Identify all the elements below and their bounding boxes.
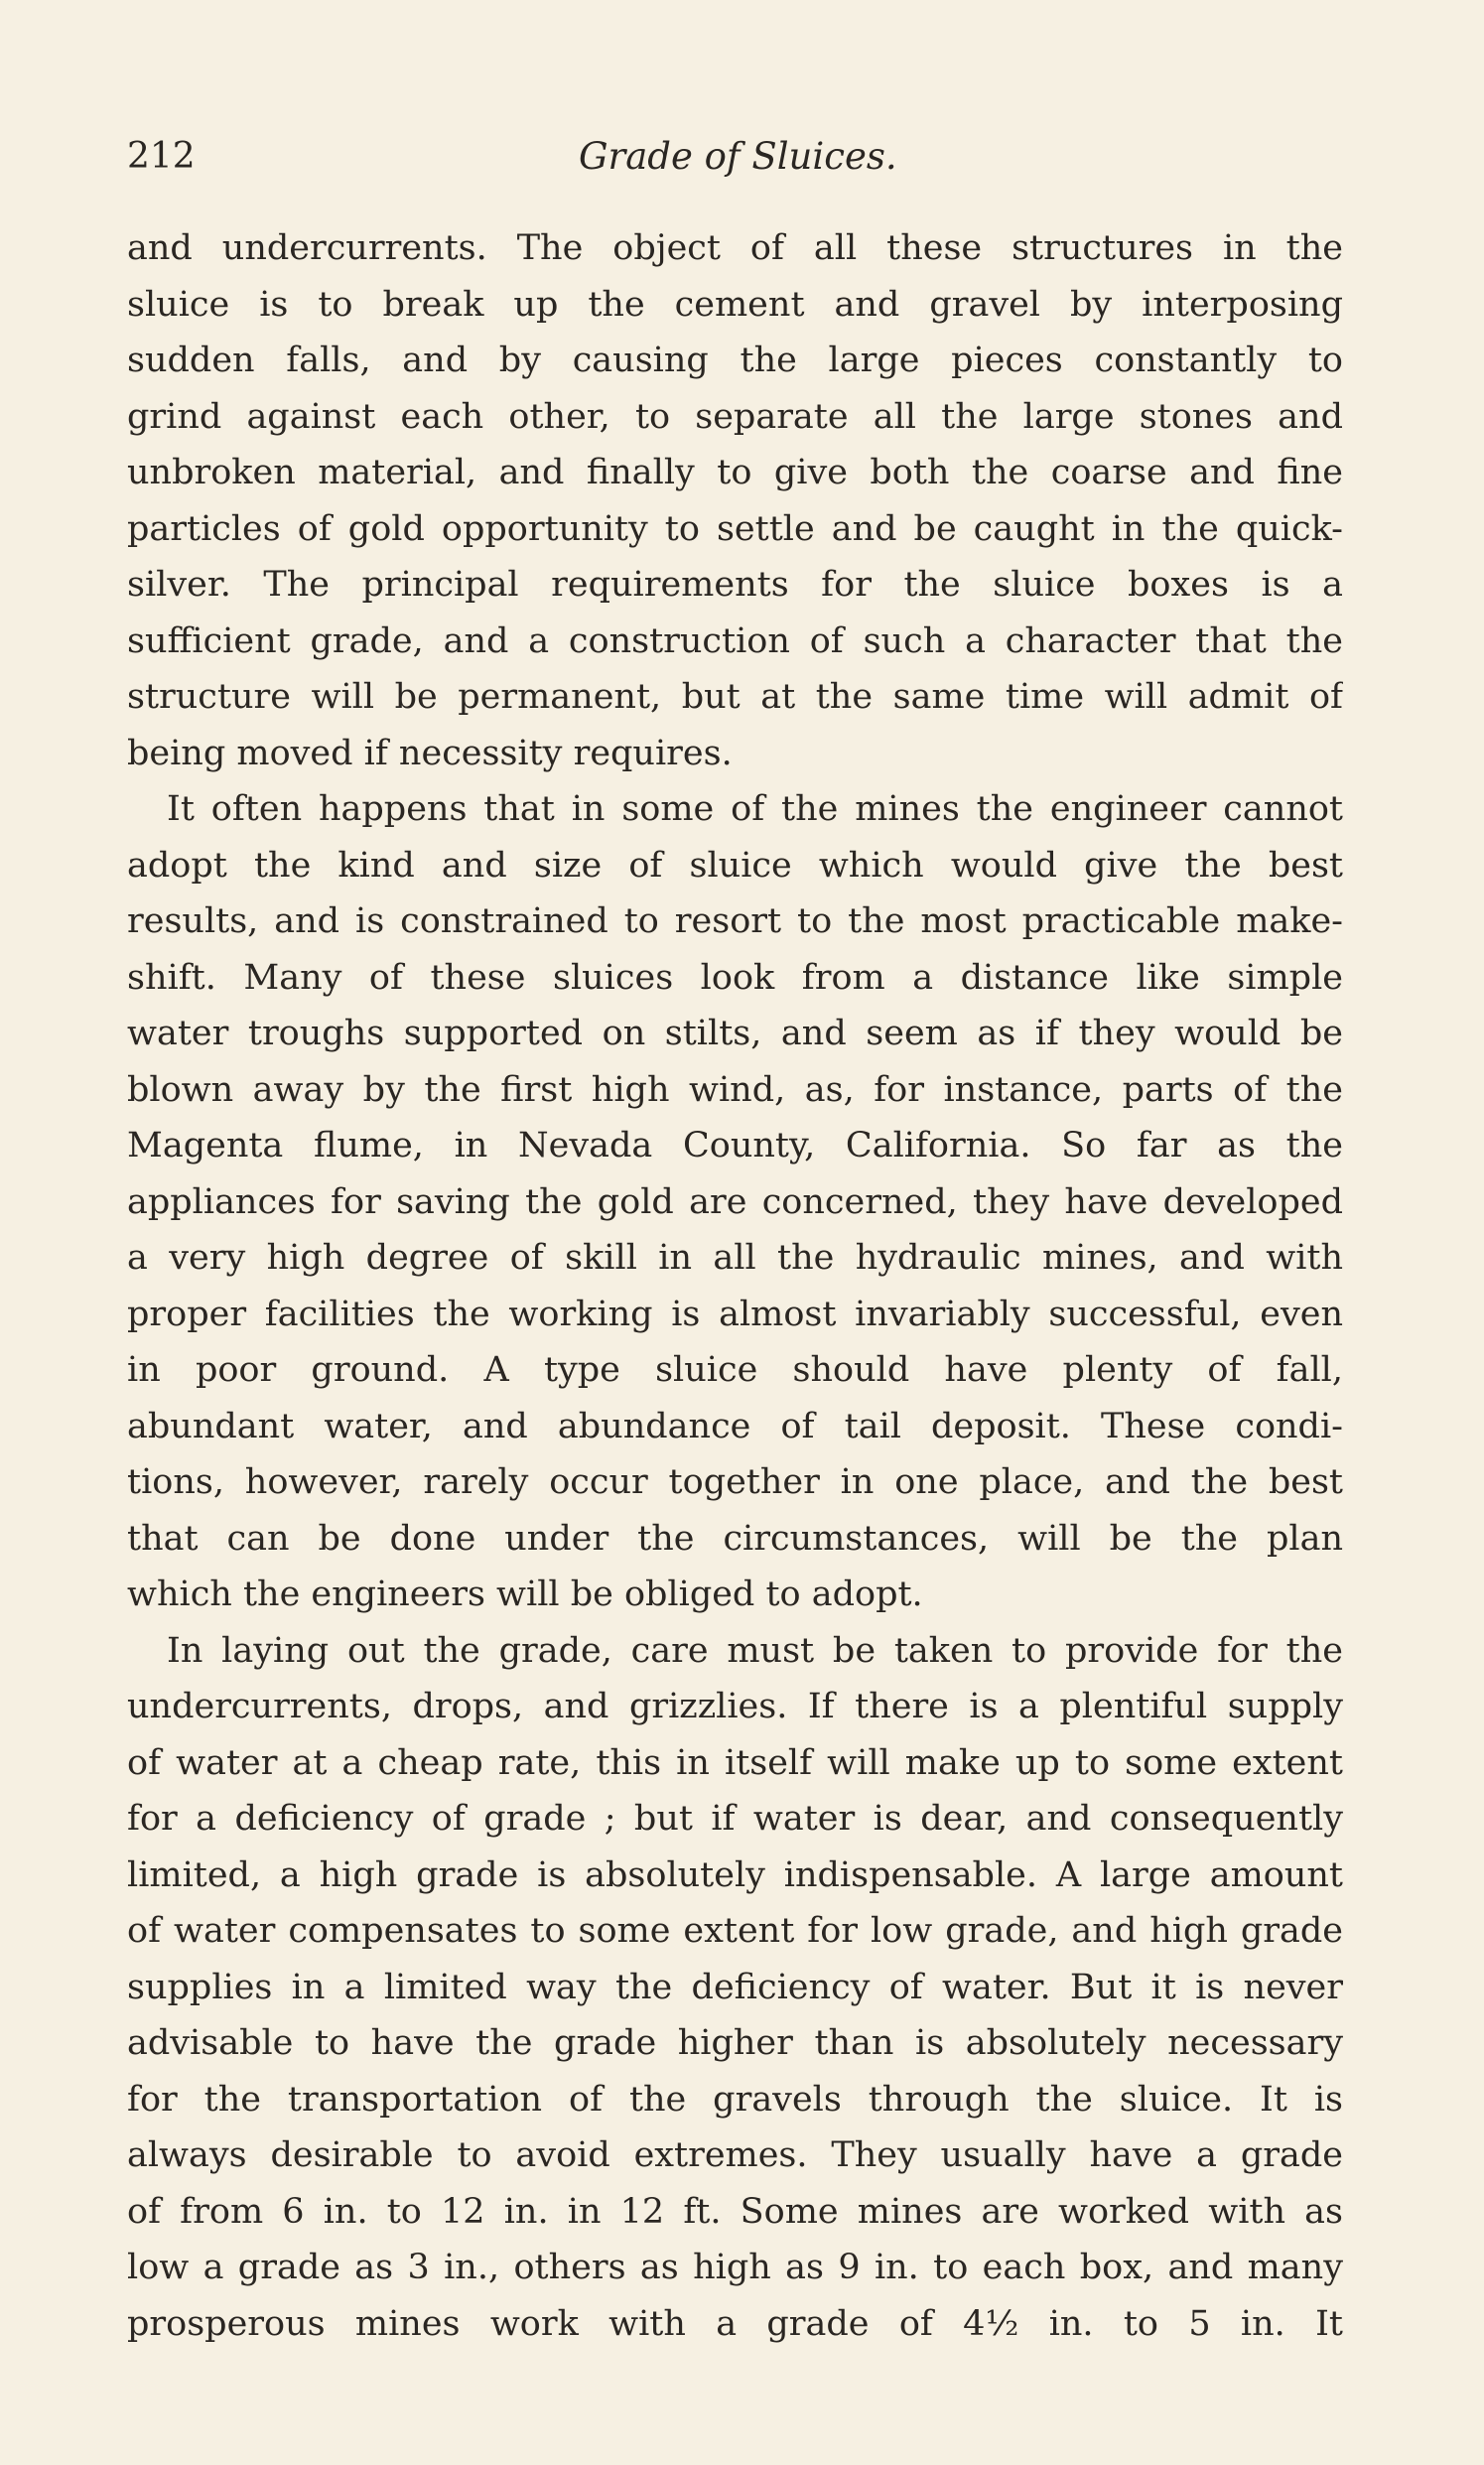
text-line: that can be done under the circumstances, will be the plan: [127, 1518, 1343, 1559]
text-line: sluice is to break up the cement and gravel by interposing: [127, 284, 1343, 325]
text-line: particles of gold opportunity to settle and be caught in the quick-: [127, 508, 1343, 549]
text-line: adopt the kind and size of sluice which would give the best: [127, 845, 1343, 886]
text-line: tions, however, rarely occur together in one place, and the best: [127, 1462, 1343, 1502]
text-line: limited, a high grade is absolutely indispensable. A large amount: [127, 1854, 1343, 1895]
text-line: sufficient grade, and a construction of such a character that the: [127, 620, 1343, 661]
text-line: for the transportation of the gravels through the sluice. It is: [127, 2079, 1343, 2120]
text-line: shift. Many of these sluices look from a distance like simple: [127, 957, 1343, 998]
text-line: in poor ground. A type sluice should have plenty of fall,: [127, 1350, 1343, 1390]
text-line: sudden falls, and by causing the large pieces constantly to: [127, 341, 1343, 380]
text-line: prosperous mines work with a grade of 4½ in. to 5 in. It: [127, 2303, 1343, 2344]
text-line: appliances for saving the gold are concerned, they have developed: [127, 1181, 1343, 1222]
text-line: results, and is constrained to resort to the most practicable make-: [127, 901, 1343, 941]
text-line: Magenta flume, in Nevada County, California. So far as the: [127, 1126, 1343, 1165]
text-line: advisable to have the grade higher than is absolutely necessary: [127, 2023, 1343, 2063]
text-line: of water at a cheap rate, this in itself will make up to some extent: [127, 1742, 1343, 1783]
text-line: of from 6 in. to 12 in. in 12 ft. Some mines are worked with as: [127, 2191, 1343, 2232]
paragraph-start-line: In laying out the grade, care must be taken to provide for the: [167, 1630, 1343, 1671]
text-line: grind against each other, to separate all the large stones and: [127, 396, 1343, 437]
text-line: of water compensates to some extent for low grade, and high grade: [127, 1911, 1343, 1951]
text-line: water troughs supported on stilts, and seem as if they would be: [127, 1014, 1343, 1053]
text-line: for a deficiency of grade ; but if water is dear, and consequently: [127, 1799, 1343, 1839]
running-title: Grade of Sluices.: [579, 135, 897, 178]
running-head: [127, 127, 1343, 187]
text-line: which the engineers will be obliged to adopt.: [127, 1575, 923, 1614]
text-line: proper facilities the working is almost invariably successful, even: [127, 1294, 1343, 1334]
text-line: and undercurrents. The object of all these structures in the: [127, 228, 1343, 268]
text-line: supplies in a limited way the deficiency of water. But it is never: [127, 1967, 1343, 2007]
text-line: abundant water, and abundance of tail deposit. These condi-: [127, 1406, 1343, 1446]
text-line: undercurrents, drops, and grizzlies. If there is a plentiful supply: [127, 1687, 1343, 1726]
text-line: always desirable to avoid extremes. They usually have a grade: [127, 2135, 1343, 2175]
text-line: structure will be permanent, but at the same time will admit of: [127, 677, 1343, 717]
body-text: [127, 220, 1343, 2352]
text-line: silver. The principal requirements for the sluice boxes is a: [127, 565, 1343, 605]
text-line: unbroken material, and finally to give both the coarse and fine: [127, 453, 1343, 492]
text-line: low a grade as 3 in., others as high as 9 in. to each box, and many: [127, 2248, 1343, 2287]
paragraph-start-line: It often happens that in some of the mines the engineer cannot: [167, 789, 1343, 829]
text-line: being moved if necessity requires.: [127, 733, 733, 773]
page-number: 212: [127, 136, 196, 177]
text-line: blown away by the first high wind, as, for instance, parts of the: [127, 1069, 1343, 1110]
text-line: a very high degree of skill in all the hydraulic mines, and with: [127, 1238, 1343, 1278]
